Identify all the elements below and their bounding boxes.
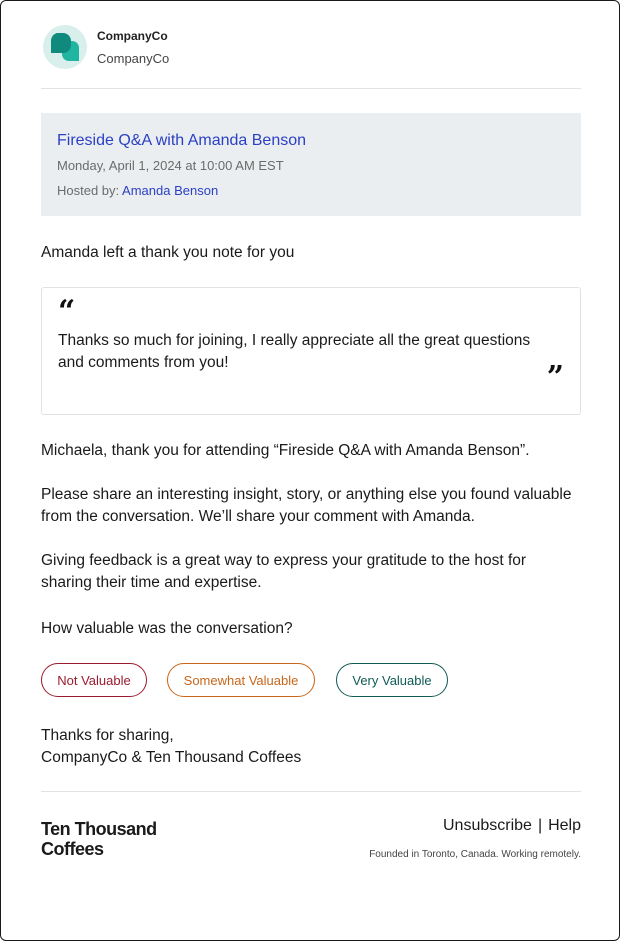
brand-subtitle: CompanyCo [97, 51, 170, 66]
unsubscribe-link[interactable]: Unsubscribe [443, 817, 532, 834]
open-quote-icon: “ [58, 294, 76, 329]
share-prompt-text: Please share an interesting insight, story, or anything else you found valuable from the conversation. We’ll share your comment with Amanda. [41, 486, 572, 525]
very-valuable-button[interactable]: Very Valuable [336, 663, 448, 697]
email-header [41, 25, 581, 69]
feedback-note-text: Giving feedback is a great way to express your gratitude to the host for sharing their time and expertise. [41, 552, 527, 591]
footer-logo-line-2: Coffees [41, 839, 104, 859]
footer-logo-line-1: Ten Thousand [41, 819, 157, 839]
host-name-link[interactable]: Amanda Benson [122, 183, 219, 198]
header-divider [41, 88, 581, 89]
rating-question: How valuable was the conversation? [41, 620, 293, 637]
chat-bubbles-icon [43, 25, 87, 69]
somewhat-valuable-button[interactable]: Somewhat Valuable [167, 663, 315, 697]
signoff-line-1: Thanks for sharing, [41, 727, 174, 744]
event-datetime: Monday, April 1, 2024 at 10:00 AM EST [57, 158, 284, 173]
footer-divider [41, 791, 581, 792]
signoff-line-2: CompanyCo & Ten Thousand Coffees [41, 749, 302, 766]
close-quote-icon: ” [546, 360, 564, 395]
event-host [57, 183, 218, 198]
footer-separator: | [537, 817, 543, 834]
event-title-link[interactable]: Fireside Q&A with Amanda Benson [57, 132, 307, 149]
thank-you-note-card [41, 287, 581, 415]
thank-you-note-text: Thanks so much for joining, I really appreciate all the great questions and comments from you! [58, 332, 531, 371]
event-card [41, 113, 581, 216]
brand-name: CompanyCo [97, 29, 168, 43]
note-intro: Amanda left a thank you note for you [41, 244, 295, 261]
footer-links [443, 817, 581, 835]
company-logo [43, 25, 87, 69]
not-valuable-button[interactable]: Not Valuable [41, 663, 147, 697]
footer-note: Founded in Toronto, Canada. Working remotely. [369, 849, 581, 860]
ten-thousand-coffees-logo [41, 819, 157, 859]
thanks-attending-text: Michaela, thank you for attending “Fireside Q&A with Amanda Benson”. [41, 442, 530, 459]
host-label: Hosted by: [57, 183, 123, 198]
help-link[interactable]: Help [548, 817, 581, 834]
